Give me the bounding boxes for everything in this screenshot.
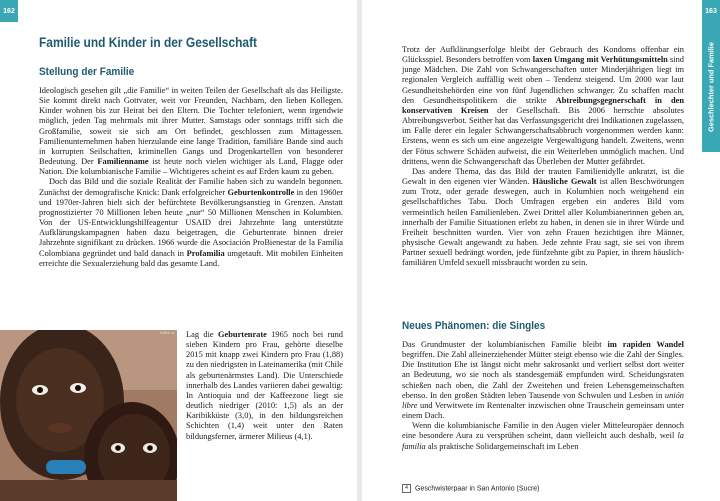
right-body-text-2 [402,340,684,452]
right-body-text [402,45,684,268]
photo-caption [402,484,540,493]
chapter-side-tab-label: Geschlechter und Familie [706,42,716,132]
caption-text: Geschwisterpaar in San Antonio (Sucre) [415,485,540,493]
section-heading-stellung: Stellung der Familie [39,66,135,78]
paragraph: Ideologisch gesehen gilt „die Familie“ in weiten Teilen der Gesellschaft als das Heiligste. Sie kommt direkt nach Gottvater, weit vor Freunden, Nachbarn, den lieben Kollegen. Kinder wohnen bis zur Heirat bei den Eltern. Die Tochter telefoniert, wenn irgendwie möglich, jeden Tag mehrmals mit ihrer Mutter. Samstags oder sonntags trifft sich die Großfamilie, soweit sie sich am Ort befindet, geschlossen zum Mittagessen. Familienunternehmen haben hierzulande eine lange Tradition, familiäre Bande sind auch in korrupten Seilschaften, kriminellen Gangs und Drogenkartellen von besonderer Bedeutung. Der Familienname ist heute noch vielen wichtiger als Land, Flagge oder Nation. Die kolumbianische Familie – Wichtigeres scheint es auf Erden kaum zu geben. [39,86,343,177]
paragraph: Lag die Geburtenrate 1965 noch bei rund sieben Kindern pro Frau, gehörte dieselbe 2015 mit knapp zwei Kindern pro Frau (1,88) zu den niedrigsten in Lateinamerika (mit Chile als geburtenärmstes Land). Die Unterschiede innerhalb des Landes variieren dabei gewaltig: In Antioquia und der Kaffeezone liegt sie deutlich niedriger (2010: 1,5) als an der Karibikküste (3,0), in den bildungsreichen Schichten (1,4) weit unter den Raten bildungsferner, ärmerer Milieus (4,1). [186,330,343,441]
paragraph: Trotz der Aufklärungserfolge bleibt der Gebrauch des Kondoms offenbar ein Glücksspiel. Besonders betroffen vom laxen Umgang mit Verhütungsmitteln sind junge Mädchen. Die Zahl von Schwangerschaften unter Minderjährigen liegt im regionalen Vergleich auffällig weit oben – Tendenz steigend. Um 2000 war laut Gesundheitsbehörden eine von fünf Jugendlichen schwanger. Zu schaffen macht den Gesundheitspolitikern die strikte Abtreibungsgegnerschaft in den konservativen Kreisen der Gesellschaft. Bis 2006 herrschte absolutes Abtreibungsverbot. Seither hat das Verfassungsgericht drei Indikationen zugelassen, im Falle derer ein legaler Schwangerschaftsabbruch vorgenommen werden kann: Erstens, wenn es sich um eine angezeigte Vergewaltigung handelt. Zweitens, wenn der Fötus schwere Schäden aufweist, die ein Weiterleben unmöglich machen. Und drittens, wenn die Schwangerschaft das Überleben der Mutter gefährdet. [402,45,685,166]
page-title: Familie und Kinder in der Gesellschaft [39,35,258,50]
chapter-side-tab [702,22,720,152]
photo-credit: 048kk rw [160,331,175,335]
paragraph: Das andere Thema, das das Bild der trauten Familienidylle ankratzt, ist die Gewalt in den eigenen vier Wänden. Häusliche Gewalt ist allen Beschwörungen zum Trotz, oder gerade deswegen, auch in Kolumbien noch weitgehend ein gesellschaftliches Tabu. Doch Umfragen ergeben ein anderes Bild vom vermeintlich heilen Familienleben. Zwei Drittel aller Kolumbianerinnen geben an, innerhalb der Familie Situationen erlebt zu haben, in denen sie in ihrer Würde und Freiheit beschnitten wurden. Vier von zehn Frauen bezichtigen ihre Männer, physische Gewalt angewandt zu haben. Jede zehnte Frau sagt, sie sei von ihrem Partner sexuell bedrängt worden, jede fünfzehnte gibt zu Papier, in ihrem häuslich-familiären Umfeld sexuell missbraucht worden zu sein. [402,166,685,268]
children-photo-icon [0,330,177,501]
section-heading-singles: Neues Phänomen: die Singles [402,320,546,332]
left-body-text [39,86,343,269]
paragraph: Wenn die kolumbianische Familie in den Augen vieler Mitteleuropäer dennoch eine besondere Aura zu versprühen scheint, dann vielleicht auch deshalb, weil la familia als praktische Solidargemeinschaft im Leben [402,421,684,451]
page-number-left: 162 [0,0,18,22]
page-number-right: 163 [702,0,720,22]
paragraph: Doch das Bild und die soziale Realität der Familie haben sich zu wandeln begonnen. Zunächst der demografische Knick: Dank erfolgreicher Geburtenkontrolle in den 1960er und 1970er-Jahren hielt sich der befürchtete Bevölkerungsanstieg in Grenzen. Anstatt prognostizierter 70 Millionen leben heute „nur“ 50 Millionen Menschen in Kolumbien. Von der US-Entwicklungshilfeagentur USAID drei Jahrzehnte lang unterstützte Aufklärungskampagnen haben dazu beigetragen, die Geburtenrate binnen dreier Jahrzehnte signifikant zu drücken. 1966 wurde die Asociación ProBienestar de la Familia Colombiana gegründet und bald danach in Profamilia umgetauft. Mit mobilen Einheiten erreichte die Sexualerziehung bald das gesamte Land. [39,177,343,268]
siblings-photo [0,330,177,501]
paragraph: Das Grundmuster der kolumbianischen Familie bleibt im rapiden Wandel begriffen. Die Zahl alleinerziehender Mütter steigt ebenso wie die Zahl der Singles. Die Institution Ehe ist längst nicht mehr sakrosankt und verliert selbst dort weiter an Bedeutung, wo sie noch als standesgemäß empfunden wird. Scheidungsraten schießen nach oben, die Zahl der Zweitehen und freien Lebensgemeinschaften ebenso. In den großen Städten leben Tausende von Schwulen und Lesben in unión libre und Verwitwete im Rentenalter inzwischen ohne Trauschein gemeinsam unter einem Dach. [402,340,684,421]
left-column-text [186,330,343,442]
image-number-icon: 4 [402,484,411,493]
